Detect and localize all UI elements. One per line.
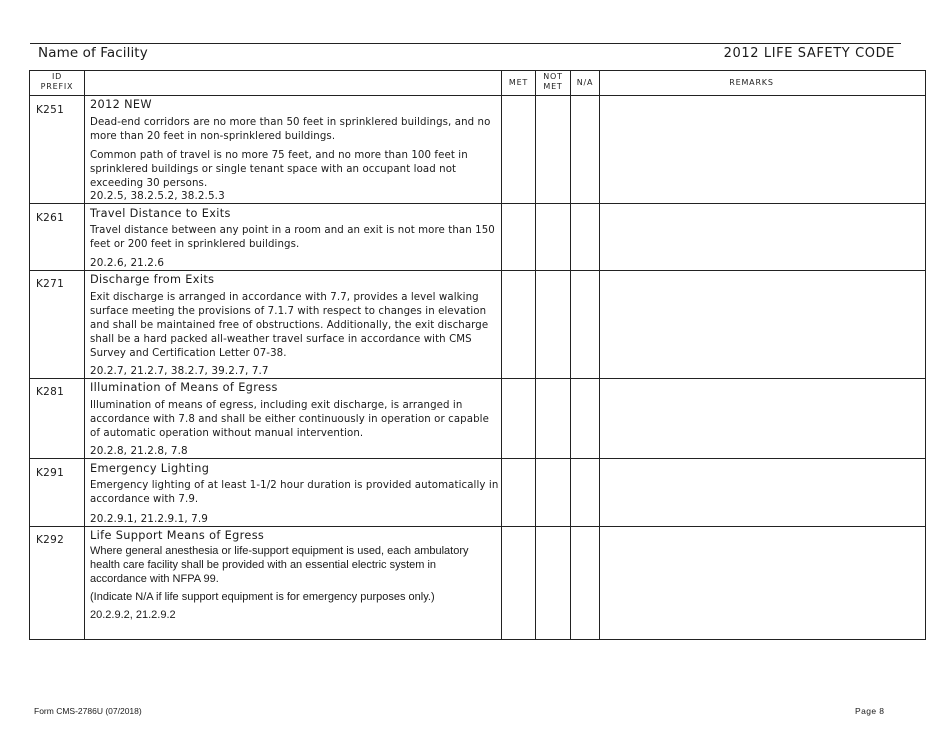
col-divider-notmet bbox=[535, 71, 536, 639]
row-id: K292 bbox=[36, 534, 65, 546]
facility-name-label: Name of Facility bbox=[38, 45, 148, 61]
row-title: Illumination of Means of Egress bbox=[90, 381, 278, 394]
row-divider bbox=[30, 203, 925, 204]
row-title: Discharge from Exits bbox=[90, 273, 215, 286]
row-divider bbox=[30, 270, 925, 271]
row-description: Where general anesthesia or life-support equipment is used, each ambulatory health care facility shall be provided with an essential electric system in accordance with NFPA 99. bbox=[90, 545, 469, 585]
row-sections: 20.2.5, 38.2.5.2, 38.2.5.3 bbox=[90, 190, 225, 202]
inspection-table bbox=[29, 70, 926, 640]
row-sections: 20.2.6, 21.2.6 bbox=[90, 257, 165, 269]
header-na: N/A bbox=[576, 78, 594, 87]
row-description: Illumination of means of egress, including exit discharge, is arranged in accordance with 7.8 and shall be either continuously in operation or capable of automatic operation without manual intervention. bbox=[90, 400, 489, 439]
row-divider bbox=[30, 526, 925, 527]
row-sections: 20.2.8, 21.2.8, 7.8 bbox=[90, 445, 188, 457]
row-divider bbox=[30, 95, 925, 96]
row-title: 2012 NEW bbox=[90, 98, 152, 111]
col-divider-met bbox=[501, 71, 502, 639]
row-description: Common path of travel is no more 75 feet, and no more than 100 feet in sprinklered buildings or single tenant space with an occupant load not exceeding 30 persons. bbox=[90, 150, 468, 189]
row-sections: 20.2.9.1, 21.2.9.1, 7.9 bbox=[90, 513, 208, 525]
col-divider-remarks bbox=[599, 71, 600, 639]
header-met: MET bbox=[508, 78, 529, 87]
row-sections: 20.2.7, 21.2.7, 38.2.7, 39.2.7, 7.7 bbox=[90, 365, 269, 377]
row-id: K271 bbox=[36, 278, 65, 290]
row-title: Emergency Lighting bbox=[90, 462, 210, 475]
row-id: K281 bbox=[36, 386, 65, 398]
header-not-met: NOT MET bbox=[543, 72, 563, 91]
col-divider-na bbox=[570, 71, 571, 639]
row-note: (Indicate N/A if life support equipment is for emergency purposes only.) bbox=[90, 591, 435, 603]
row-id: K251 bbox=[36, 104, 65, 116]
page-number: Page 8 bbox=[855, 706, 885, 716]
header-rule bbox=[30, 43, 901, 44]
code-title: 2012 LIFE SAFETY CODE bbox=[723, 46, 895, 61]
form-number: Form CMS-2786U (07/2018) bbox=[34, 706, 142, 716]
row-description: Travel distance between any point in a room and an exit is not more than 150 feet or 200 feet in sprinklered buildings. bbox=[90, 225, 495, 250]
row-sections: 20.2.9.2, 21.2.9.2 bbox=[90, 609, 176, 621]
row-description: Exit discharge is arranged in accordance with 7.7, provides a level walking surface meeting the provisions of 7.1.7 with respect to changes in elevation and shall be maintained free of obstructions. Additionally, the exit discharge shall be a hard packed all-weather travel surface in accordance with CMS Survey and Certification Letter 07-38. bbox=[90, 292, 489, 359]
row-id: K291 bbox=[36, 467, 65, 479]
row-description: Emergency lighting of at least 1-1/2 hour duration is provided automatically in accordance with 7.9. bbox=[90, 480, 499, 505]
header-id-prefix: ID PREFIX bbox=[40, 72, 74, 91]
col-divider-id bbox=[84, 71, 85, 639]
row-title: Travel Distance to Exits bbox=[90, 207, 231, 220]
row-divider bbox=[30, 378, 925, 379]
header-remarks: REMARKS bbox=[729, 78, 774, 87]
row-id: K261 bbox=[36, 212, 65, 224]
row-title: Life Support Means of Egress bbox=[90, 529, 265, 542]
row-description: Dead-end corridors are no more than 50 feet in sprinklered buildings, and no more than 20 feet in non-sprinklered buildings. bbox=[90, 117, 491, 142]
row-divider bbox=[30, 458, 925, 459]
